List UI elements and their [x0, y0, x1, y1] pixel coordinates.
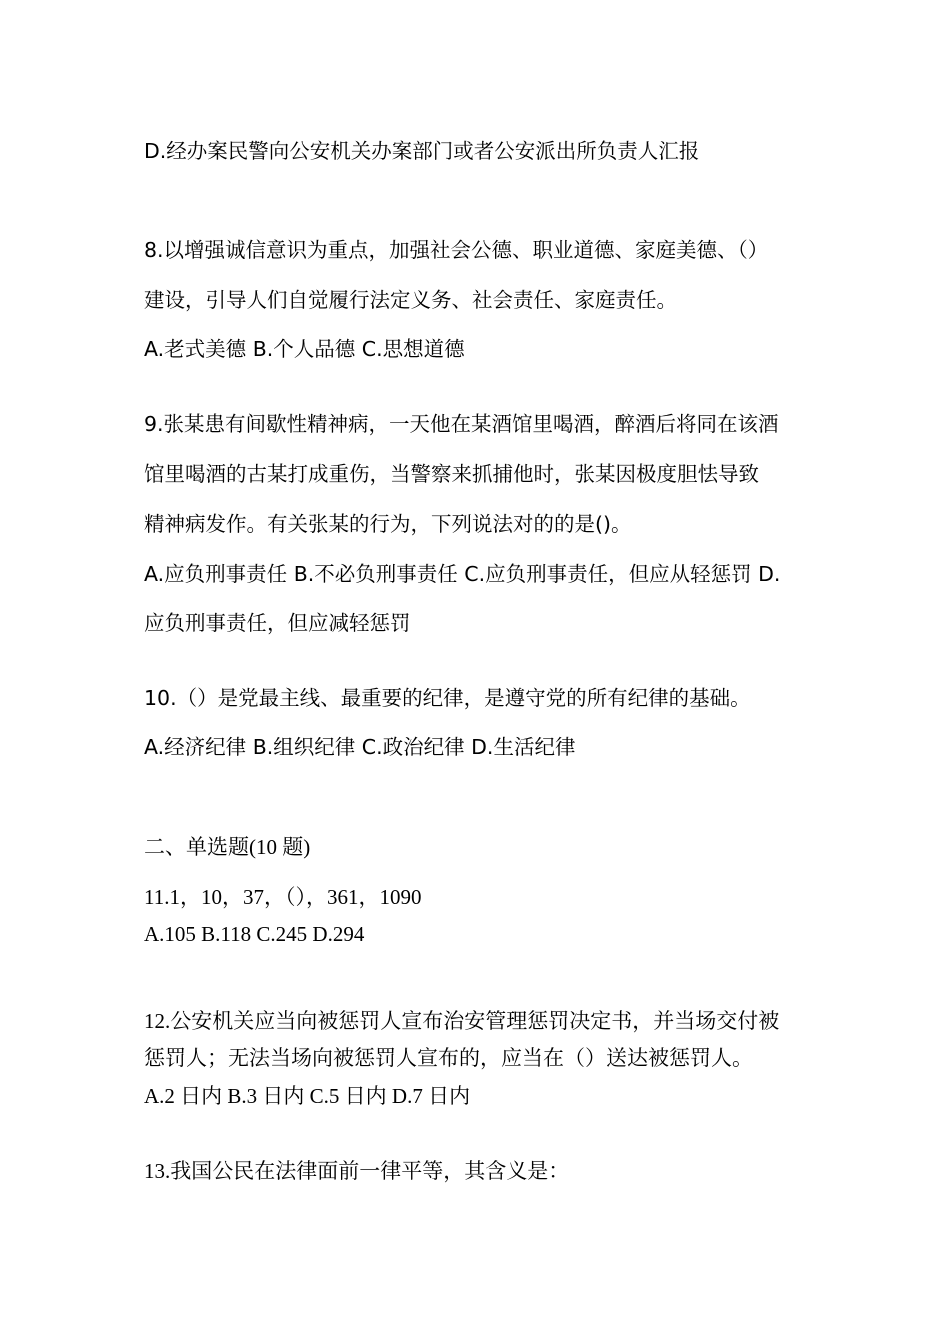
- q13-stem: 13.我国公民在法律面前一律平等，其含义是：: [144, 1159, 570, 1183]
- q12-stem-line-2: 惩罚人；无法当场向被惩罚人宣布的，应当在（）送达被惩罚人。: [144, 1046, 753, 1070]
- q11-options: A.105 B.118 C.245 D.294: [144, 922, 365, 946]
- q8-stem-line-1: 8.以增强诚信意识为重点，加强社会公德、职业道德、家庭美德、（）: [144, 238, 769, 262]
- q9-stem-line-1: 9.张某患有间歇性精神病，一天他在某酒馆里喝酒，醉酒后将同在该酒: [144, 412, 779, 436]
- section-heading: 二、单选题(10 题): [144, 835, 311, 859]
- q9-stem-line-2: 馆里喝酒的古某打成重伤，当警察来抓捕他时，张某因极度胆怯导致: [144, 462, 759, 486]
- q9-options-line-1: A.应负刑事责任 B.不必负刑事责任 C.应负刑事责任，但应从轻惩罚 D.: [144, 562, 781, 586]
- q9-stem-line-3: 精神病发作。有关张某的行为，下列说法对的的是()。: [144, 512, 632, 536]
- q12-stem-line-1: 12.公安机关应当向被惩罚人宣布治安管理惩罚决定书，并当场交付被: [144, 1009, 780, 1033]
- q9-options-line-2: 应负刑事责任，但应减轻惩罚: [144, 611, 411, 635]
- q8-options: A.老式美德 B.个人品德 C.思想道德: [144, 337, 465, 361]
- q8-stem-line-2: 建设，引导人们自觉履行法定义务、社会责任、家庭责任。: [144, 288, 677, 312]
- q11-stem: 11.1，10，37，（），361，1090: [144, 885, 422, 909]
- q10-options: A.经济纪律 B.组织纪律 C.政治纪律 D.生活纪律: [144, 735, 576, 759]
- q10-stem: 10.（）是党最主线、最重要的纪律，是遵守党的所有纪律的基础。: [144, 686, 751, 710]
- q12-options: A.2 日内 B.3 日内 C.5 日内 D.7 日内: [144, 1084, 471, 1108]
- q7-option-d: D.经办案民警向公安机关办案部门或者公安派出所负责人汇报: [144, 139, 700, 163]
